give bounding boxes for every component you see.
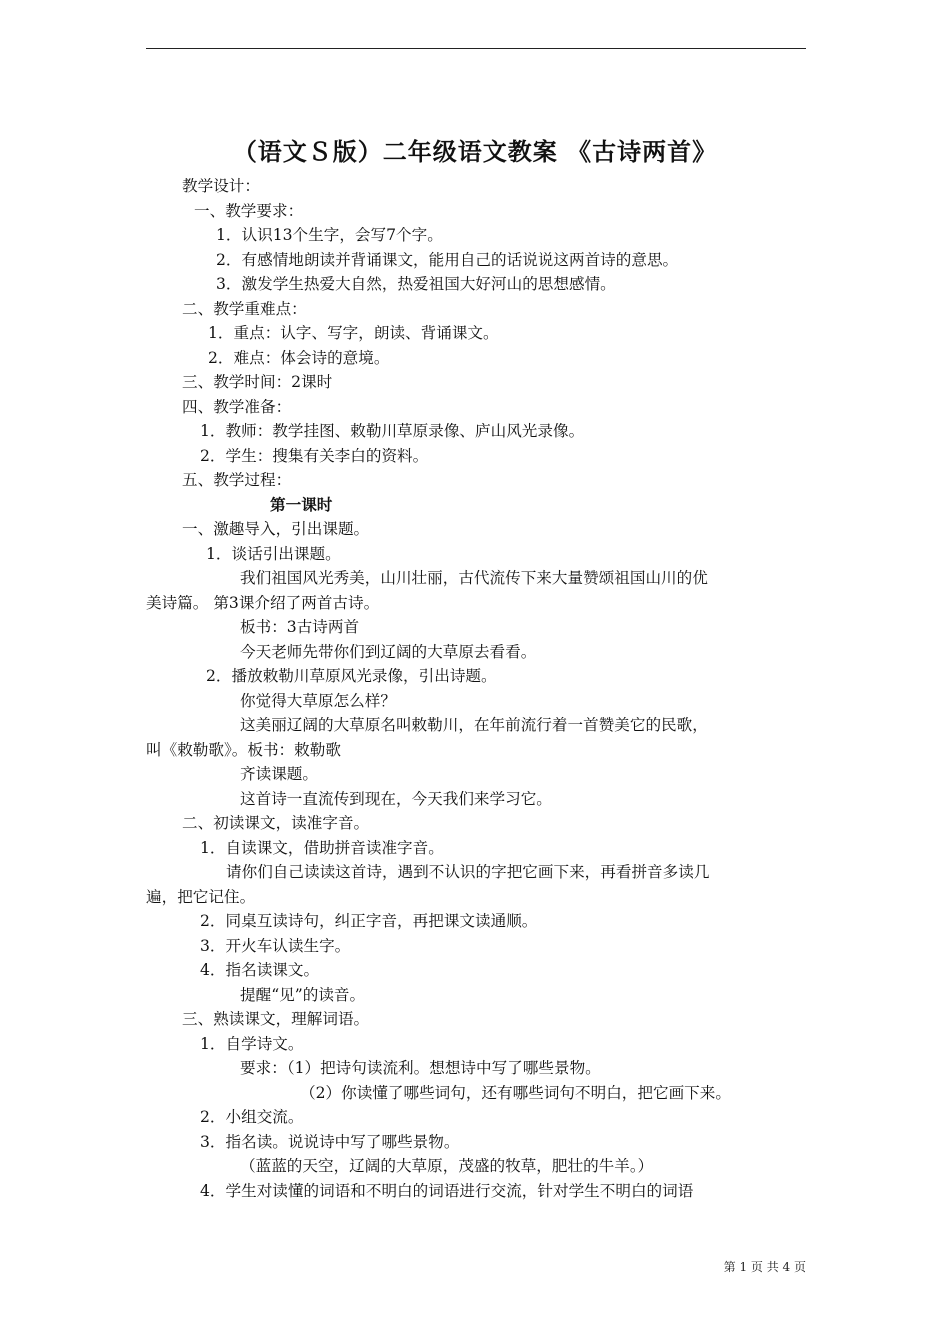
header-rule — [146, 48, 806, 49]
text-line: 二、初读课文，读准字音。 — [182, 814, 370, 832]
document-body — [146, 174, 810, 1203]
text-line: 三、熟读课文，理解词语。 — [182, 1010, 370, 1028]
text-line: 板书：3古诗两首 — [240, 618, 360, 636]
text-line: 3．开火车认读生字。 — [200, 936, 351, 955]
text-line: 这首诗一直流传到现在，今天我们来学习它。 — [240, 789, 552, 808]
text-line: 3．指名读。说说诗中写了哪些景物。 — [200, 1132, 460, 1151]
text-line: 4．指名读课文。 — [200, 961, 320, 979]
text-line: 2．播放敕勒川草原风光录像，引出诗题。 — [206, 667, 497, 685]
text-line: 齐读课题。 — [240, 765, 318, 783]
text-line: 1．重点：认字、写字，朗读、背诵课文。 — [208, 324, 499, 342]
text-line: 要求：（1）把诗句读流利。想想诗中写了哪些景物。 — [240, 1059, 601, 1077]
page-footer: 第 1 页 共 4 页 — [723, 1260, 806, 1274]
text-line: 二、教学重难点： — [182, 299, 307, 318]
text-line: 提醒“见”的读音。 — [240, 985, 366, 1004]
document-title: （语文Ｓ版）二年级语文教案 《古诗两首》 — [232, 138, 718, 166]
text-line: 1．教师：教学挂图、敕勒川草原录像、庐山风光录像。 — [200, 422, 585, 440]
text-line: 1．自读课文，借助拼音读准字音。 — [200, 838, 444, 857]
text-line: 2．小组交流。 — [200, 1108, 304, 1126]
text-line: 3．激发学生热爱大自然，热爱祖国大好河山的思想感情。 — [216, 275, 616, 293]
section-heading: 第一课时 — [270, 494, 333, 514]
text-line: 请你们自己读读这首诗，遇到不认识的字把它画下来，再看拼音多读几 — [226, 863, 710, 881]
text-line: 你觉得大草原怎么样？ — [240, 691, 396, 710]
text-line: 美诗篇。 第3课介绍了两首古诗。 — [146, 593, 380, 612]
text-line: 一、激趣导入，引出课题。 — [182, 520, 370, 538]
text-line: 2．同桌互读诗句，纠正字音，再把课文读通顺。 — [200, 912, 538, 930]
text-line: （2）你读懂了哪些词句，还有哪些词句不明白，把它画下来。 — [300, 1083, 731, 1102]
text-line: 1．认识13个生字，会写7个字。 — [216, 226, 443, 244]
text-line: （蓝蓝的天空，辽阔的大草原，茂盛的牧草，肥壮的牛羊。） — [240, 1157, 654, 1175]
text-line: 一、教学要求： — [194, 201, 304, 220]
text-line: 1．自学诗文。 — [200, 1034, 304, 1053]
text-line: 这美丽辽阔的大草原名叫敕勒川，在年前流行着一首赞美它的民歌， — [240, 716, 708, 734]
text-line: 三、教学时间：2课时 — [182, 373, 333, 391]
text-line: 叫《敕勒歌》。板书：敕勒歌 — [146, 740, 341, 759]
text-line: 五、教学过程： — [182, 471, 292, 489]
text-line: 教学设计： — [182, 177, 260, 195]
text-line: 遍，把它记住。 — [146, 887, 256, 906]
text-line: 1．谈话引出课题。 — [206, 544, 341, 563]
text-line: 四、教学准备： — [182, 397, 292, 416]
text-line: 2．难点：体会诗的意境。 — [208, 348, 390, 367]
text-line: 我们祖国风光秀美，山川壮丽，古代流传下来大量赞颂祖国山川的优 — [240, 569, 708, 587]
text-line: 2．有感情地朗读并背诵课文，能用自己的话说说这两首诗的意思。 — [216, 250, 679, 269]
text-line: 今天老师先带你们到辽阔的大草原去看看。 — [240, 642, 537, 661]
text-line: 2．学生：搜集有关李白的资料。 — [200, 446, 429, 465]
text-line: 4．学生对读懂的词语和不明白的词语进行交流，针对学生不明白的词语 — [200, 1181, 694, 1200]
